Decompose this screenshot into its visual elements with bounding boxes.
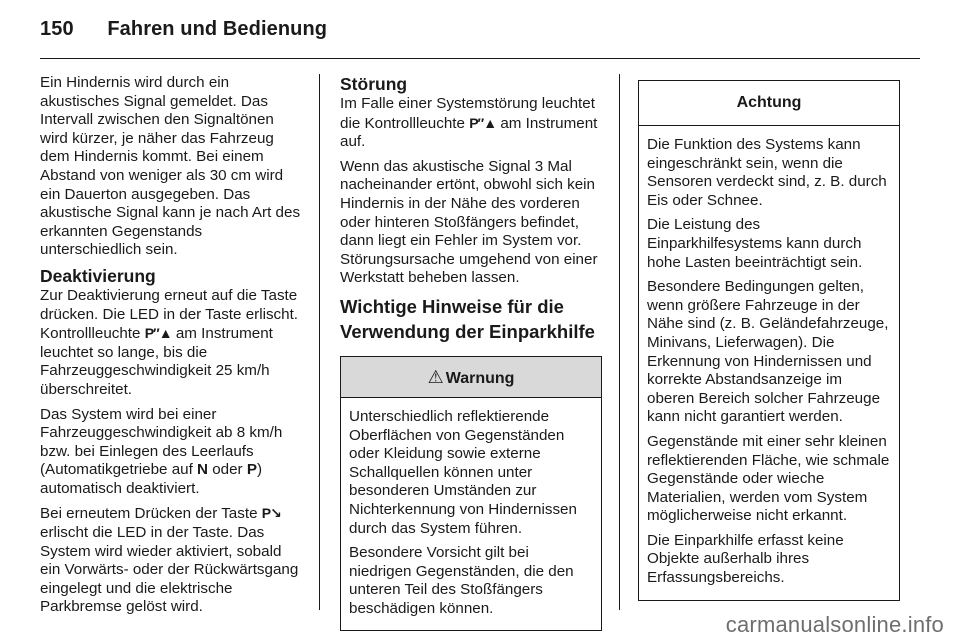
caution-header: Achtung (639, 81, 899, 126)
parking-button-icon: P↘ (261, 505, 281, 522)
gear-n-label: N (197, 461, 208, 479)
text-run: ) automatisch deaktiviert. (40, 461, 263, 497)
gear-p-label: P (246, 461, 257, 479)
section-title: Fahren und Bedienung (107, 18, 328, 40)
deactivation-paragraph-3 (40, 504, 302, 617)
warning-title: Warnung (445, 369, 515, 387)
warning-body (341, 398, 601, 631)
deactivation-paragraph-1 (40, 287, 302, 400)
page-number: 150 (40, 18, 74, 40)
text-run: Das System wird bei einer Fahrzeuggeschwindigkeit ab 8 km/h bzw. bei Einlegen des Leerlaufs (Automatikgetriebe auf (40, 405, 283, 479)
column-divider-2 (619, 74, 620, 610)
deactivation-heading: Deaktivierung (40, 265, 156, 286)
fault-paragraph-2: Wenn das akustische Signal 3 Mal nacheinander ertönt, obwohl sich kein Hindernis in der Nähe des vorderen oder hinteren Stoßfängers befindet, dann liegt ein Fehler im System vor. Störungsursache umgehend von einer Werkstatt beheben lassen. (340, 157, 598, 287)
text-run: Im Falle einer Systemstörung leuchtet die Kontrollleuchte (340, 95, 595, 132)
parking-assist-lamp-icon: P″▲ (469, 114, 497, 131)
text-run: am Instrument auf. (340, 114, 598, 151)
fault-heading: Störung (340, 74, 408, 94)
warning-triangle-icon: ⚠ (427, 366, 444, 387)
column-1 (40, 74, 302, 623)
intro-paragraph: Ein Hindernis wird durch ein akustisches Signal gemeldet. Das Intervall zwischen den Signaltönen wird kürzer, je näher das Fahrzeug dem Hindernis kommt. Bei einem Abstand von weniger als 30 cm wird ein Dauerton ausgegeben. Das akustische Signal kann je nach Art des erkannten Gegenstands unterschiedlich sein. (40, 74, 301, 259)
parking-assist-lamp-icon: P″▲ (144, 325, 172, 342)
caution-paragraph-3: Besondere Bedingungen gelten, wenn größere Fahrzeuge in der Nähe sind (z. B. Geländefahrzeuge, Minivans, Lieferwagen). Die Erkennung von Hindernissen und korrekte Abstandsanzeige im oberen Bereich solcher Fahrzeuge kann nicht garantiert werden. (647, 278, 889, 426)
warning-box (340, 356, 602, 632)
text-run: Bei erneutem Drücken der Taste (40, 505, 262, 523)
caution-body (639, 126, 899, 600)
column-divider-1 (319, 74, 320, 610)
caution-box (638, 80, 900, 601)
warning-paragraph-1: Unterschiedlich reflektierende Oberflächen von Gegenständen oder Kleidung sowie externe Schallquellen können unter besonderen Umständen zur Nichterkennung von Hindernissen durch das System führen. (349, 407, 577, 537)
caution-paragraph-5: Die Einparkhilfe erfasst keine Objekte außerhalb ihres Erfassungsbereichs. (647, 531, 844, 587)
column-2 (340, 74, 602, 631)
warning-header (341, 357, 601, 398)
watermark: carmanualsonline.info (725, 612, 944, 637)
caution-paragraph-1: Die Funktion des Systems kann eingeschränkt sein, wenn die Sensoren verdeckt sind, z. B. durch Eis oder Schnee. (647, 136, 887, 209)
text-run: erlischt die LED in der Taste. Das System wird wieder aktiviert, sobald ein Vorwärts- oder der Rückwärtsgang eingelegt und die elektrische Parkbremse gelöst wird. (40, 524, 299, 616)
caution-paragraph-2: Die Leistung des Einparkhilfesystems kann durch hohe Lasten beeinträchtigt sein. (647, 216, 863, 271)
text-run: am Instrument leuchtet so lange, bis die Fahrzeuggeschwindigkeit 25 km/h überschreitet. (40, 325, 273, 398)
deactivation-paragraph-2 (40, 406, 302, 499)
caution-paragraph-4: Gegenstände mit einer sehr kleinen reflektierenden Fläche, wie schmale Gegenstände oder wieche Materialien, werden vom System möglicherweise nicht erkannt. (647, 432, 890, 525)
notes-heading: Wichtige Hinweise für die Verwendung der Einparkhilfe (340, 295, 595, 342)
fault-paragraph-1 (340, 95, 602, 152)
text-run: Zur Deaktivierung erneut auf die Taste drücken. Die LED in der Taste erlischt. Kontrollleuchte (40, 286, 299, 343)
text-run: oder (208, 461, 247, 479)
warning-paragraph-2: Besondere Vorsicht gilt bei niedrigen Gegenständen, die den unteren Teil des Stoßfängers beschädigen können. (349, 544, 574, 617)
header-rule (40, 58, 920, 59)
column-3 (638, 74, 900, 601)
page-header (40, 18, 327, 41)
